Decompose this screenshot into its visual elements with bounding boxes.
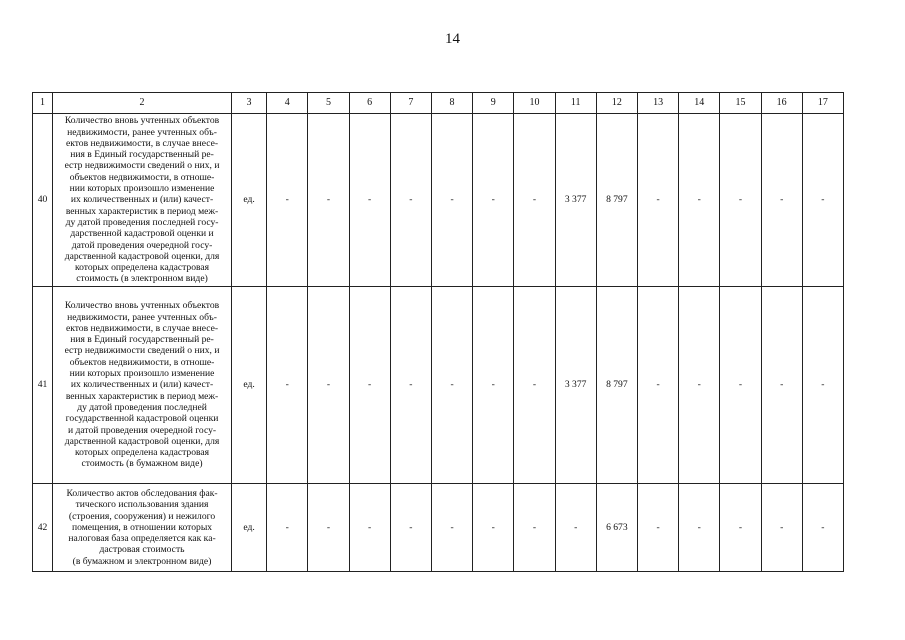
column-header-5: 5 [308, 93, 349, 114]
description-line: ектов недвижимости, в случае внесе- [65, 137, 219, 149]
description-line: стоимость (в бумажном виде) [81, 458, 203, 470]
value-cell-col-13: - [637, 287, 678, 484]
value-cell-col-12: 8 797 [596, 287, 637, 484]
description-line: государственной кадастровой оценки [65, 413, 219, 425]
description-line: недвижимости, ранее учтенных объ- [67, 311, 217, 323]
value-cell-col-4: - [267, 114, 308, 287]
value-cell-col-9: - [473, 287, 514, 484]
description-line: (строения, сооружения) и нежилого [68, 510, 216, 522]
description-line: объектов недвижимости, в отноше- [69, 171, 215, 183]
row-number: 42 [33, 484, 53, 572]
row-number: 40 [33, 114, 53, 287]
row-description [53, 114, 232, 287]
column-header-8: 8 [431, 93, 472, 114]
value-cell-col-14: - [679, 287, 720, 484]
description-line: дарственной кадастровой оценки, для [64, 250, 220, 262]
description-line: Количество вновь учтенных объектов [64, 300, 220, 312]
row-unit: ед. [231, 114, 266, 287]
description-line: тического использования здания [75, 499, 209, 511]
table-row [33, 287, 844, 484]
row-number: 41 [33, 287, 53, 484]
description-line: ду датой проведения последней госу- [65, 216, 219, 228]
column-header-9: 9 [473, 93, 514, 114]
description-line: дарственной кадастровой оценки и [70, 228, 214, 240]
value-cell-col-7: - [390, 114, 431, 287]
description-line: дастровая стоимость [99, 544, 185, 556]
value-cell-col-7: - [390, 484, 431, 572]
description-line: ектов недвижимости, в случае внесе- [65, 322, 219, 334]
value-cell-col-17: - [802, 484, 843, 572]
column-header-2: 2 [53, 93, 232, 114]
value-cell-col-7: - [390, 287, 431, 484]
value-cell-col-8: - [431, 114, 472, 287]
description-line: естр недвижимости сведений о них, и [64, 345, 220, 357]
column-header-11: 11 [555, 93, 596, 114]
value-cell-col-15: - [720, 484, 761, 572]
value-cell-col-6: - [349, 484, 390, 572]
value-cell-col-10: - [514, 114, 555, 287]
column-header-12: 12 [596, 93, 637, 114]
description-line: помещения, в отношении которых [71, 521, 213, 533]
description-line: (в бумажном и электронном виде) [72, 555, 212, 567]
description-line: объектов недвижимости, в отноше- [69, 356, 215, 368]
column-header-16: 16 [761, 93, 802, 114]
value-cell-col-5: - [308, 287, 349, 484]
description-line: ду датой проведения последней [77, 401, 207, 413]
value-cell-col-11: 3 377 [555, 287, 596, 484]
row-unit: ед. [231, 484, 266, 572]
row-description [53, 484, 232, 572]
page-number: 14 [445, 31, 460, 47]
column-header-6: 6 [349, 93, 390, 114]
column-header-3: 3 [231, 93, 266, 114]
column-header-7: 7 [390, 93, 431, 114]
description-line: ния в Единый государственный ре- [70, 334, 214, 346]
report-table [32, 92, 844, 572]
description-line: и датой проведения очередной госу- [67, 424, 217, 436]
value-cell-col-10: - [514, 287, 555, 484]
value-cell-col-8: - [431, 287, 472, 484]
value-cell-col-10: - [514, 484, 555, 572]
column-header-14: 14 [679, 93, 720, 114]
description-line: которых определена кадастровая [74, 447, 210, 459]
header-row [33, 93, 844, 114]
column-header-1: 1 [33, 93, 53, 114]
value-cell-col-12: 6 673 [596, 484, 637, 572]
value-cell-col-16: - [761, 484, 802, 572]
value-cell-col-12: 8 797 [596, 114, 637, 287]
description-line: которых определена кадастровая [74, 262, 210, 274]
description-line: стоимость (в электронном виде) [76, 273, 208, 285]
value-cell-col-5: - [308, 484, 349, 572]
description-line: нии которых произошло изменение [69, 183, 215, 195]
table-row [33, 484, 844, 572]
column-header-10: 10 [514, 93, 555, 114]
value-cell-col-15: - [720, 114, 761, 287]
value-cell-col-16: - [761, 114, 802, 287]
column-header-4: 4 [267, 93, 308, 114]
value-cell-col-5: - [308, 114, 349, 287]
column-header-17: 17 [802, 93, 843, 114]
description-line: венных характеристик в период меж- [65, 205, 219, 217]
column-header-15: 15 [720, 93, 761, 114]
value-cell-col-6: - [349, 114, 390, 287]
description-line: датой проведения очередной госу- [71, 239, 213, 251]
value-cell-col-14: - [679, 484, 720, 572]
value-cell-col-15: - [720, 287, 761, 484]
value-cell-col-9: - [473, 484, 514, 572]
value-cell-col-17: - [802, 114, 843, 287]
value-cell-col-17: - [802, 287, 843, 484]
row-unit: ед. [231, 287, 266, 484]
description-line: дарственной кадастровой оценки, для [64, 435, 220, 447]
value-cell-col-16: - [761, 287, 802, 484]
value-cell-col-9: - [473, 114, 514, 287]
description-line: недвижимости, ранее учтенных объ- [67, 126, 217, 138]
row-description [53, 287, 232, 484]
description-line: ния в Единый государственный ре- [70, 149, 214, 161]
value-cell-col-13: - [637, 484, 678, 572]
description-line: естр недвижимости сведений о них, и [64, 160, 220, 172]
value-cell-col-6: - [349, 287, 390, 484]
description-line: нии которых произошло изменение [69, 368, 215, 380]
description-line: Количество актов обследования фак- [66, 487, 218, 499]
column-header-13: 13 [637, 93, 678, 114]
description-line: Количество вновь учтенных объектов [64, 115, 220, 127]
table-row [33, 114, 844, 287]
description-line: венных характеристик в период меж- [65, 390, 219, 402]
description-line: налоговая база определяется как ка- [68, 533, 216, 545]
value-cell-col-4: - [267, 287, 308, 484]
value-cell-col-4: - [267, 484, 308, 572]
value-cell-col-11: 3 377 [555, 114, 596, 287]
value-cell-col-13: - [637, 114, 678, 287]
value-cell-col-14: - [679, 114, 720, 287]
value-cell-col-11: - [555, 484, 596, 572]
description-line: их количественных и (или) качест- [70, 379, 214, 391]
description-line: их количественных и (или) качест- [70, 194, 214, 206]
value-cell-col-8: - [431, 484, 472, 572]
